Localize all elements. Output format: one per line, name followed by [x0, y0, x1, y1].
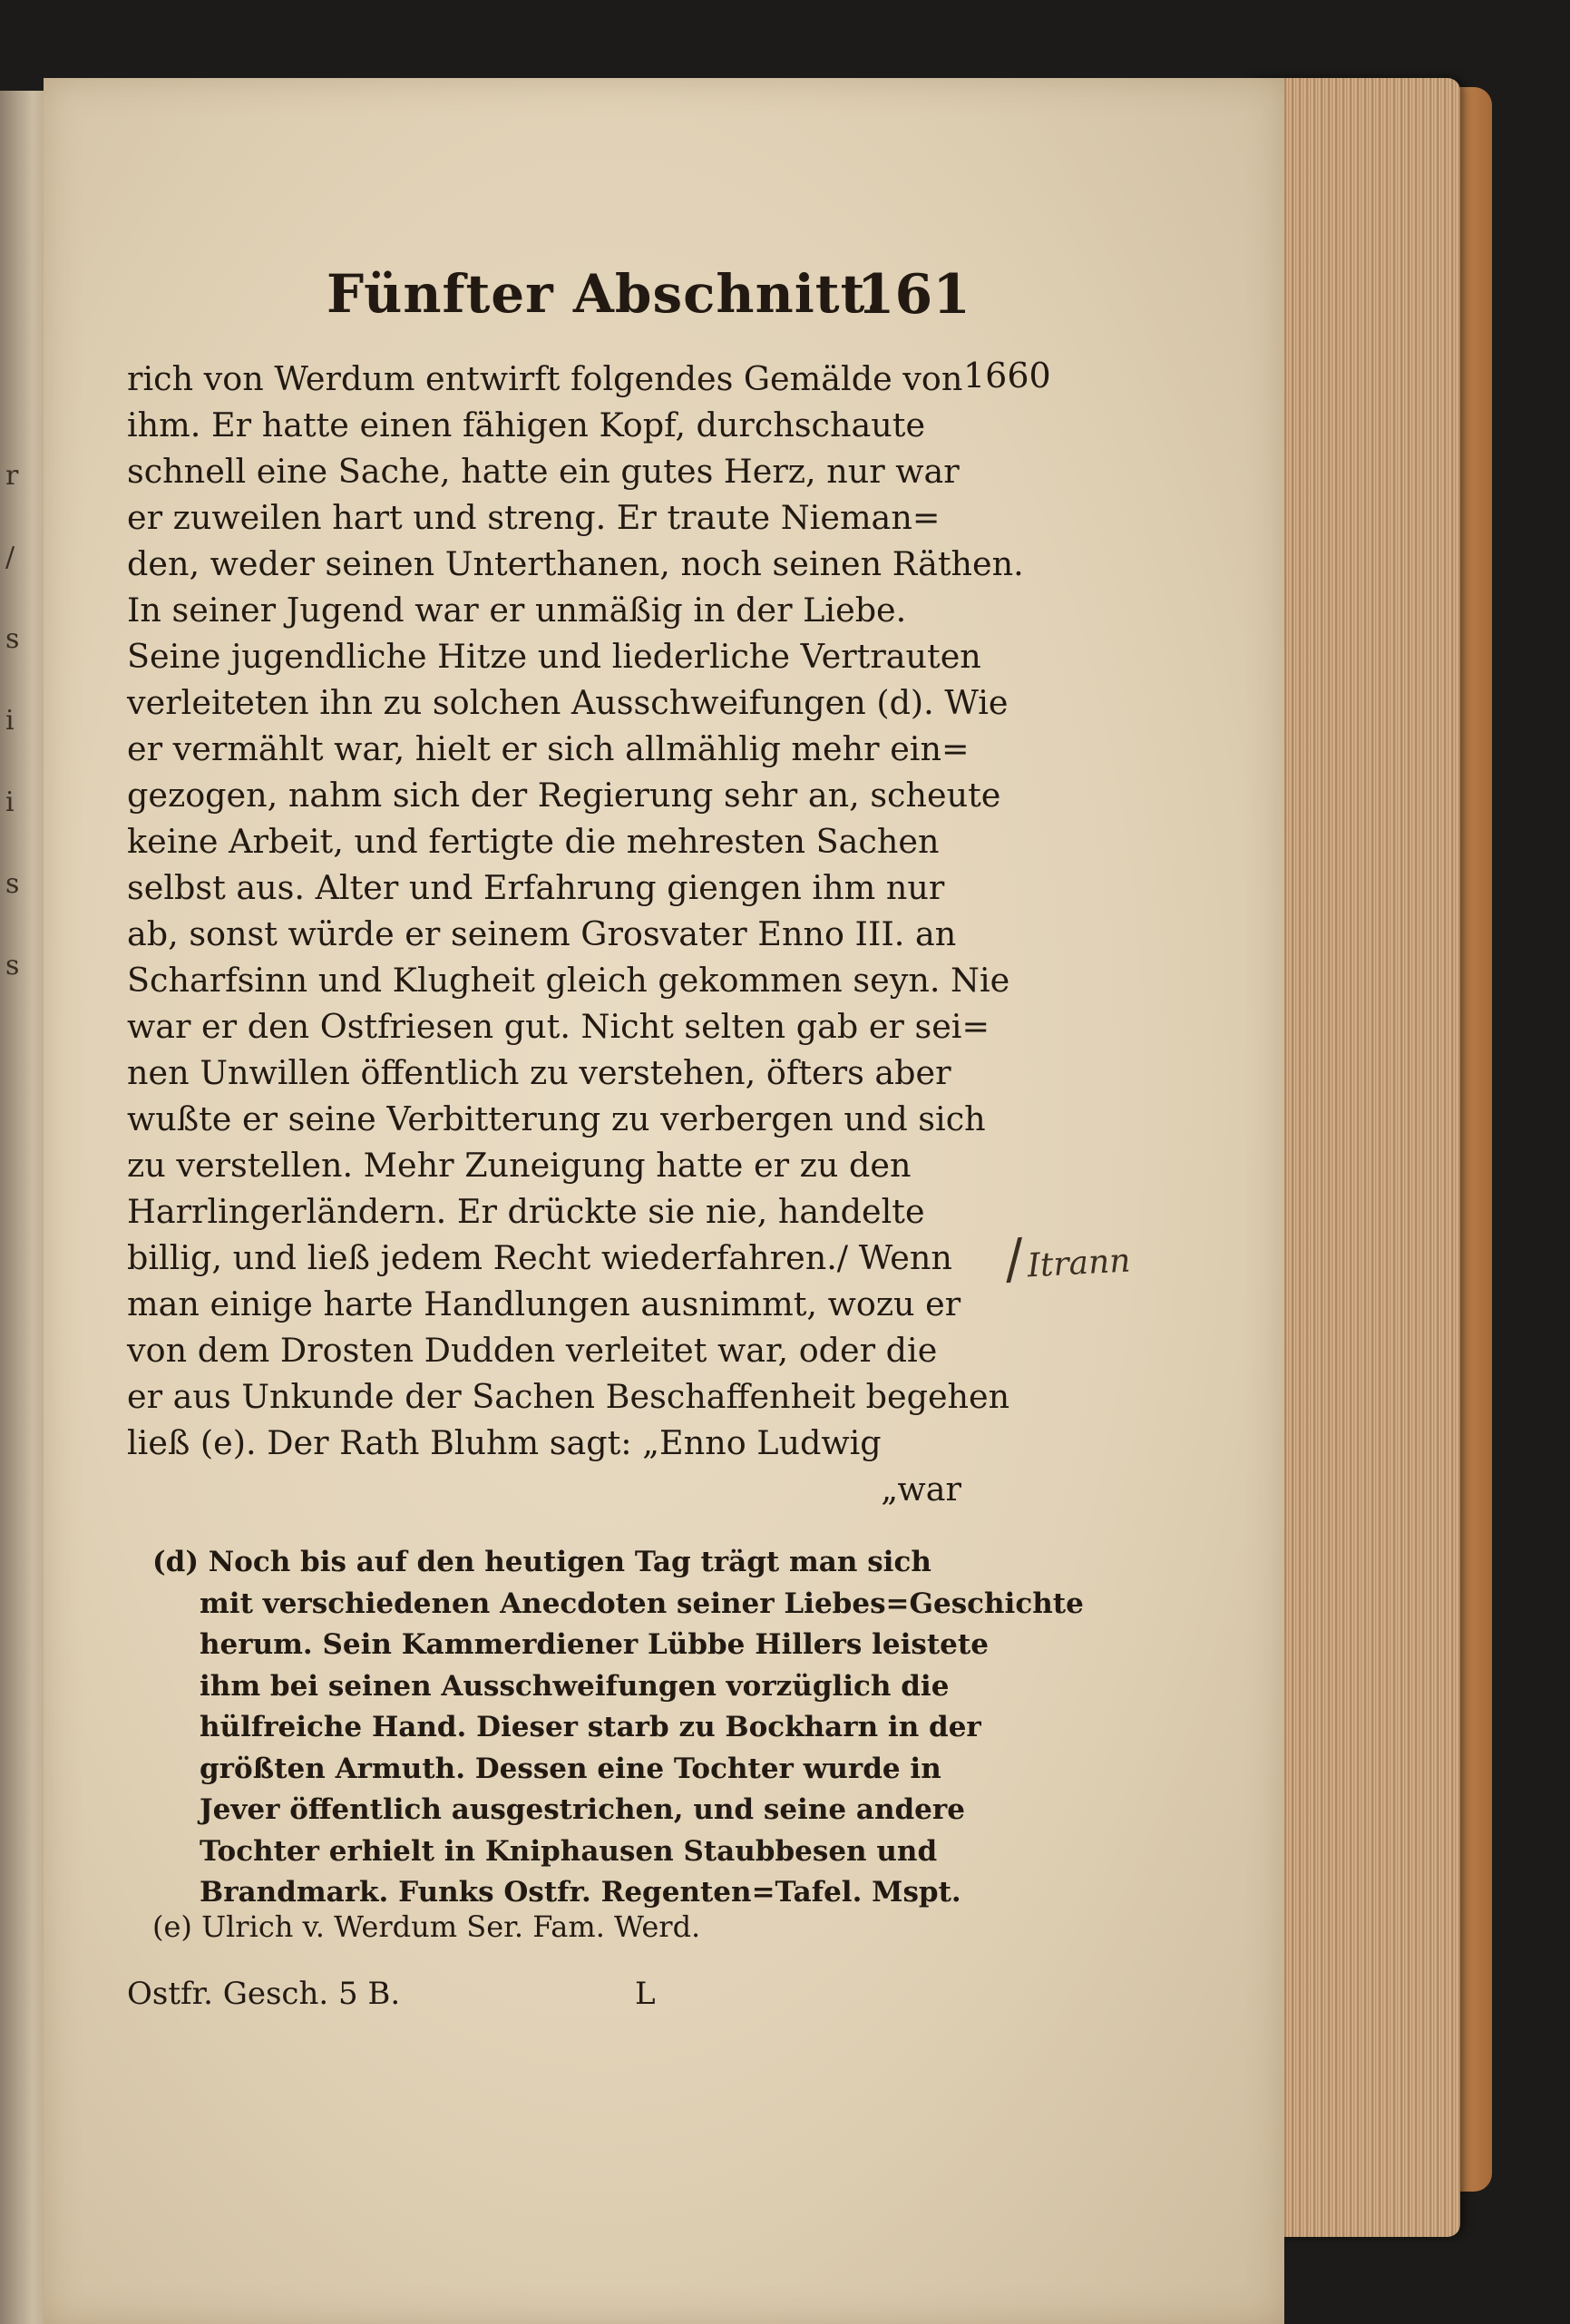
- text-line: ließ (e). Der Rath Bluhm sagt: „Enno Ludwig: [127, 1423, 882, 1462]
- text-line: wußte er seine Verbitterung zu verbergen und sich: [127, 1099, 986, 1138]
- left-page-fragments: [5, 435, 33, 1007]
- handwritten-margin-note: [1003, 1221, 1131, 1291]
- signature-mark: L: [635, 1976, 656, 2012]
- text-line: den, weder seinen Unterthanen, noch seinen Räthen.: [127, 544, 1024, 583]
- page-number: 161: [856, 263, 970, 327]
- footnote-line: Brandmark. Funks Ostfr. Regenten=Tafel. Mspt.: [200, 1876, 961, 1909]
- footnote-line: herum. Sein Kammerdiener Lübbe Hillers leistete: [200, 1628, 989, 1661]
- fragment: s: [5, 868, 20, 900]
- catchword: „war: [881, 1470, 961, 1509]
- text-line: Scharfsinn und Klugheit gleich gekommen seyn. Nie: [127, 961, 1010, 1000]
- fragment: s: [5, 950, 20, 981]
- text-line: Seine jugendliche Hitze und liederliche Vertrauten: [127, 637, 981, 676]
- footnote-line: Jever öffentlich ausgestrichen, und seine andere: [200, 1793, 965, 1826]
- fragment: i: [5, 786, 15, 818]
- text-line: man einige harte Handlungen ausnimmt, wozu er: [127, 1284, 961, 1323]
- fragment: r: [5, 460, 19, 492]
- running-head: Fünfter Abschnitt.: [327, 263, 885, 325]
- text-line: nen Unwillen öffentlich zu verstehen, öfters aber: [127, 1053, 951, 1092]
- text-line: schnell eine Sache, hatte ein gutes Herz, nur war: [127, 452, 960, 491]
- handwritten-text: Itrann: [1026, 1242, 1132, 1285]
- footnote-line: ihm bei seinen Ausschweifungen vorzüglich die: [200, 1669, 950, 1703]
- text-line: keine Arbeit, und fertigte die mehresten Sachen: [127, 822, 940, 861]
- footnote-d: [152, 1542, 1084, 1914]
- text-line: billig, und ließ jedem Recht wiederfahren./ Wenn: [127, 1238, 952, 1277]
- fragment: i: [5, 705, 15, 737]
- footnote-line: hülfreiche Hand. Dieser starb zu Bockharn in der: [200, 1711, 981, 1743]
- handwritten-slash: /: [1003, 1226, 1026, 1292]
- text-line: verleiteten ihn zu solchen Ausschweifungen (d). Wie: [127, 683, 1009, 722]
- text-line: war er den Ostfriesen gut. Nicht selten gab er sei=: [127, 1007, 990, 1046]
- text-line: rich von Werdum entwirft folgendes Gemälde von: [127, 359, 963, 398]
- fragment: /: [5, 542, 15, 573]
- text-line: Harrlingerländern. Er drückte sie nie, handelte: [127, 1192, 925, 1231]
- fragment: s: [5, 623, 20, 655]
- page-header: [327, 263, 980, 345]
- signature: Ostfr. Gesch. 5 B.: [127, 1976, 401, 2012]
- text-line: er aus Unkunde der Sachen Beschaffenheit begehen: [127, 1377, 1010, 1416]
- text-line: ab, sonst würde er seinem Grosvater Enno III. an: [127, 914, 957, 953]
- text-line: zu verstellen. Mehr Zuneigung hatte er zu den: [127, 1146, 912, 1185]
- footnote-line: (d) Noch bis auf den heutigen Tag trägt man sich: [152, 1546, 931, 1578]
- text-line: selbst aus. Alter und Erfahrung giengen ihm nur: [127, 868, 945, 907]
- text-line: er vermählt war, hielt er sich allmählig mehr ein=: [127, 729, 970, 768]
- footnote-line: Tochter erhielt in Kniphausen Staubbesen und: [200, 1834, 938, 1868]
- text-line: In seiner Jugend war er unmäßig in der Liebe.: [127, 591, 907, 630]
- text-line: ihm. Er hatte einen fähigen Kopf, durchschaute: [127, 405, 926, 444]
- footnote-line: mit verschiedenen Anecdoten seiner Liebes=Geschichte: [200, 1587, 1084, 1620]
- marginal-year: 1660: [963, 356, 1051, 395]
- text-line: gezogen, nahm sich der Regierung sehr an, scheute: [127, 776, 1001, 815]
- text-line: er zuweilen hart und streng. Er traute Nieman=: [127, 498, 941, 537]
- footnote-line: größten Armuth. Dessen eine Tochter wurde in: [200, 1752, 941, 1785]
- footnote-e: (e) Ulrich v. Werdum Ser. Fam. Werd.: [152, 1909, 701, 1944]
- text-line: von dem Drosten Dudden verleitet war, oder die: [127, 1331, 938, 1370]
